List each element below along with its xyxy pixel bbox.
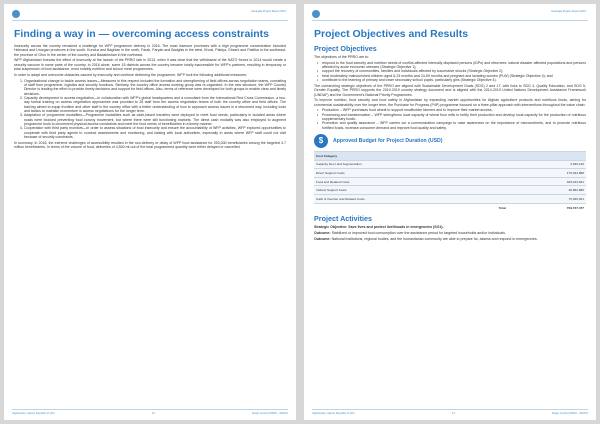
page-number: 13 (151, 412, 155, 415)
budget-title: Approved Budget for Project Duration (USD) (333, 138, 443, 145)
pillars-list (314, 108, 586, 130)
page-title: Finding a way in — overcoming access constraints (14, 28, 269, 40)
list-item: • Processing and transformation – WFP strengthens local capacity of wheat flour mills to fortify their production and develop local capacity for the production of nutritious supplementary foods; (322, 113, 586, 122)
list-item: • Production – WFP purchases food wheat to support smallholder farmers and to improve their market access; (322, 108, 586, 112)
list-item: 4. Cooperation with third party monitors—In order to assess situations of food insecurity and ensure the accountability of WFP activities, WFP explored opportunities to cooperate with third party agents to conduct assessments and monitoring, and liaising with local authorities, especially in areas where WFP staff could not visit because of security constraints. (24, 126, 286, 139)
list-item: 2. Capacity development in access negotiation—In collaboration with WFP's global headquarters and a consultant from the International Red Cross Commission, a two-day formal training on access negotiation approaches was provided to 25 staff from the access negotiation teams of both the country office and field offices. The training aimed to equip frontline and other staff in the country office with a better understanding of how to approach access issues in a structured way, including tools and tactics to maintain momentum in access negotiations for the longer term. (24, 96, 286, 113)
cost-value: 3,849,130 (508, 160, 586, 169)
table-row (314, 186, 586, 195)
list-item: 1. Organizational change to tackle access issues—Measures in this respect included the formation and strengthening of field offices across negotiation teams, consisting of staff from programme, logistics and security functions. Similarly, the country office access working group was re-organized. In the new structure, the WFP Country Director is leading the effort to provide timely decisions and support for field offices. Also, terms of reference were developed for both groups to enable clear and timely decisions. (24, 79, 286, 96)
list-item: • contribute to the learning of primary and lower secondary school pupils, particularly girls (Strategic Objective 4). (322, 78, 586, 82)
cost-category: Capacity Dev.t and Augmentation (314, 160, 508, 169)
footer-project: Single Country PRRO - 200447 (251, 412, 288, 415)
outcome-label: Outcome: (314, 236, 331, 241)
paragraph: The objectives of the PRRO are to: (314, 55, 370, 59)
outcome-paragraph (314, 237, 586, 241)
header-divider (312, 20, 588, 21)
total-value: 709,727,477 (508, 203, 586, 211)
header-text: Hazarajat Project Report 2019 (251, 10, 286, 13)
right-page (304, 4, 596, 420)
table-row (314, 160, 586, 169)
table-header-cell: Cost Category (314, 152, 508, 161)
list-item: • support the recovery of communities, families and individuals affected by successive shocks (Strategic Objective 2); (322, 69, 586, 73)
strategic-objective: Strategic Objective: Save lives and protect livelihoods in emergencies (SO1). (314, 225, 444, 230)
list-item: • Promotion and quality assurance – WFP carries out a communication campaign to raise awareness on the importance of micronutrients, and to promote nutritious fortified foods, increase consumer demand and improve food quality and safety. (322, 121, 586, 130)
footer-country: Afghanistan, Islamic Republic of (AF) (312, 412, 355, 415)
list-item: • respond to the food security and nutrition needs of conflict-affected internally displaced persons (IDPs) and returnees, natural disaster affected populations and persons affected by acute economic stresses (Strategic Objective 1); (322, 61, 586, 70)
table-row (314, 177, 586, 186)
cost-value: 48,862,886 (508, 186, 586, 195)
outcome-label: Outcome: (314, 231, 331, 236)
section-heading: Project Objectives (314, 44, 377, 53)
objectives-list (314, 61, 586, 83)
cost-category: Food and Related Costs (314, 177, 508, 186)
footer-project: Single Country PRRO - 200447 (551, 412, 588, 415)
page-number: 14 (451, 412, 455, 415)
section-heading: Project Activities (314, 214, 373, 224)
paragraph: In order to adapt and overcome obstacles caused by insecurity and continue delivering the programme, WFP took the following additional measures: (14, 72, 247, 77)
intro-paragraph: Insecurity across the country remained a challenge for WFP programme delivery in 2016. The most insecure provinces with a high programme concentration included Helmand and Uruzgan provinces in the south, Kunduz and Baghlan in the north, Farah, Faryab and Badghis in the west, Khost, Paktya, Ghazni and Paktika in the southeast, the province of Ghor in the center of the country and Badakhshan in the northeast. (14, 44, 286, 57)
cost-category: Indirect Support Costs (314, 186, 508, 195)
footer (312, 409, 588, 415)
money-bag-icon: $ (314, 134, 328, 148)
right-content (314, 28, 586, 243)
cost-category: Direct Support Costs (314, 169, 508, 178)
total-label: Total (314, 203, 508, 211)
table-row (314, 169, 586, 178)
measures-list (14, 79, 286, 140)
cost-value: 176,034,888 (508, 169, 586, 178)
paragraph: To improve nutrition, food security and food safety in Afghanistan by expanding market opportunities for Afghan agriculture products and nutritious foods, aiming for commercial sustainability over the longer term, the Purchase for Progress (P4P) programme focused on a three-pillar approach with interventions throughout the value chain: (314, 98, 586, 107)
left-content (14, 28, 286, 151)
footer (12, 409, 288, 415)
paragraph: WFP Afghanistan foresaw the effect of insecurity at the launch of the PRRO late in 2013, when it was clear that the withdrawal of the NATO forces in 2014 would create a security vacuum in some parts of the country. In 2016 alone, some 15 districts across the country became totally inaccessible for WFP's partners, resulting in temporary or total suspension of food assistance, most notably nutrition and school meal programmes. (14, 58, 286, 72)
outcome-text: National institutions, regional bodies, and the humanitarian community are able to prepare for, assess and respond to emergencies. (331, 236, 538, 241)
list-item: 3. Adaptation of programme modalities—Programme modalities such as cash-based transfers were deployed to meet food needs, particularly in isolated areas where roads were blocked preventing food convoy movement, but where there were still functioning markets. The direct cash modality was also employed to augment programme tools to circumvent physical access constraints and meet the food needs of beneficiaries in a timely manner. (24, 113, 286, 126)
budget-heading (314, 134, 586, 148)
cost-value: 405,043,621 (508, 177, 586, 186)
footer-country: Afghanistan, Islamic Republic of (AF) (12, 412, 55, 415)
paragraph: The overarching strategic objectives of the PRRO are aligned with Sustainable Development Goals (SDG) 2 and 17, with links to SDG 4, Quality Education, and SDG 5, Gender Equality. The PRRO supports the 2019-2019 country strategy document and is aligned with the 2014-2019 United Nations Development Assistance Framework (UNDAF) and the Government's National Priority Programmes. (314, 83, 586, 97)
outcome-text: Stabilized or improved food consumption over the assistance period for targeted households and/or individuals. (331, 231, 506, 236)
budget-table (314, 151, 586, 211)
wfp-logo-icon (12, 10, 20, 18)
list-item: • treat moderately malnourished children aged 6-23 months and 24-59 months and pregnant and lactating women (PLW) (Strategic Objective 4); and (322, 74, 586, 78)
page-title: Project Objectives and Results (314, 28, 469, 40)
wfp-logo-icon (312, 10, 320, 18)
summary-paragraph: In summary, in 2016, the extreme challenges of accessibility resulted in the non-delivery or delay of WFP food assistance for 253,000 beneficiaries among the targeted 3.7 million beneficiaries. In terms of the volume of food, deliveries of 4,500 mt out of the total programmed quantity were either delayed or cancelled. (14, 140, 286, 150)
cost-value: 75,936,941 (508, 195, 586, 204)
header-divider (12, 20, 288, 21)
table-total-row (314, 203, 586, 211)
table-header-row (314, 152, 586, 161)
header-text: Hazarajat Project Report 2019 (551, 10, 586, 13)
outcome-paragraph (314, 231, 586, 235)
cost-category: Cash & Voucher and Related Costs (314, 195, 508, 204)
left-page (4, 4, 296, 420)
table-row (314, 195, 586, 204)
